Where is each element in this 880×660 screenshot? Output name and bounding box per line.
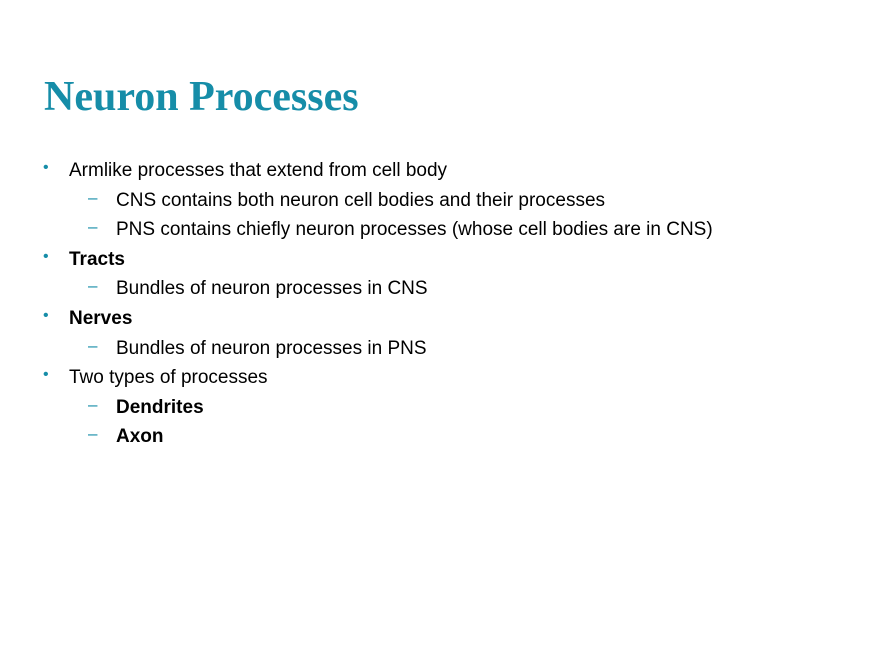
sub-bullet-text: CNS contains both neuron cell bodies and their processes [116, 189, 606, 211]
bullet-text: Tracts [69, 248, 125, 270]
dash-icon: – [88, 335, 98, 355]
dash-icon: – [88, 424, 98, 444]
bullet-dot-icon: • [43, 306, 49, 324]
dash-icon: – [88, 217, 98, 237]
sub-bullet-text: Dendrites [116, 396, 204, 418]
sub-bullet-text: Axon [116, 426, 164, 448]
bullet-text: Armlike processes that extend from cell body [69, 160, 448, 181]
slide-title: Neuron Processes [44, 74, 359, 120]
dash-icon: – [88, 276, 98, 296]
bullet-dot-icon: • [43, 247, 49, 265]
dash-icon: – [88, 394, 98, 414]
dash-icon: – [88, 187, 98, 207]
bullet-text: Nerves [69, 307, 133, 329]
bullet-text: Two types of processes [69, 367, 268, 389]
bullet-dot-icon: • [43, 366, 49, 384]
sub-bullet-text: PNS contains chiefly neuron processes (whose cell bodies are in CNS) [116, 219, 713, 241]
sub-bullet-text: Bundles of neuron processes in CNS [116, 278, 428, 300]
sub-bullet-text: Bundles of neuron processes in PNS [116, 337, 427, 359]
bullet-dot-icon: • [43, 159, 49, 176]
